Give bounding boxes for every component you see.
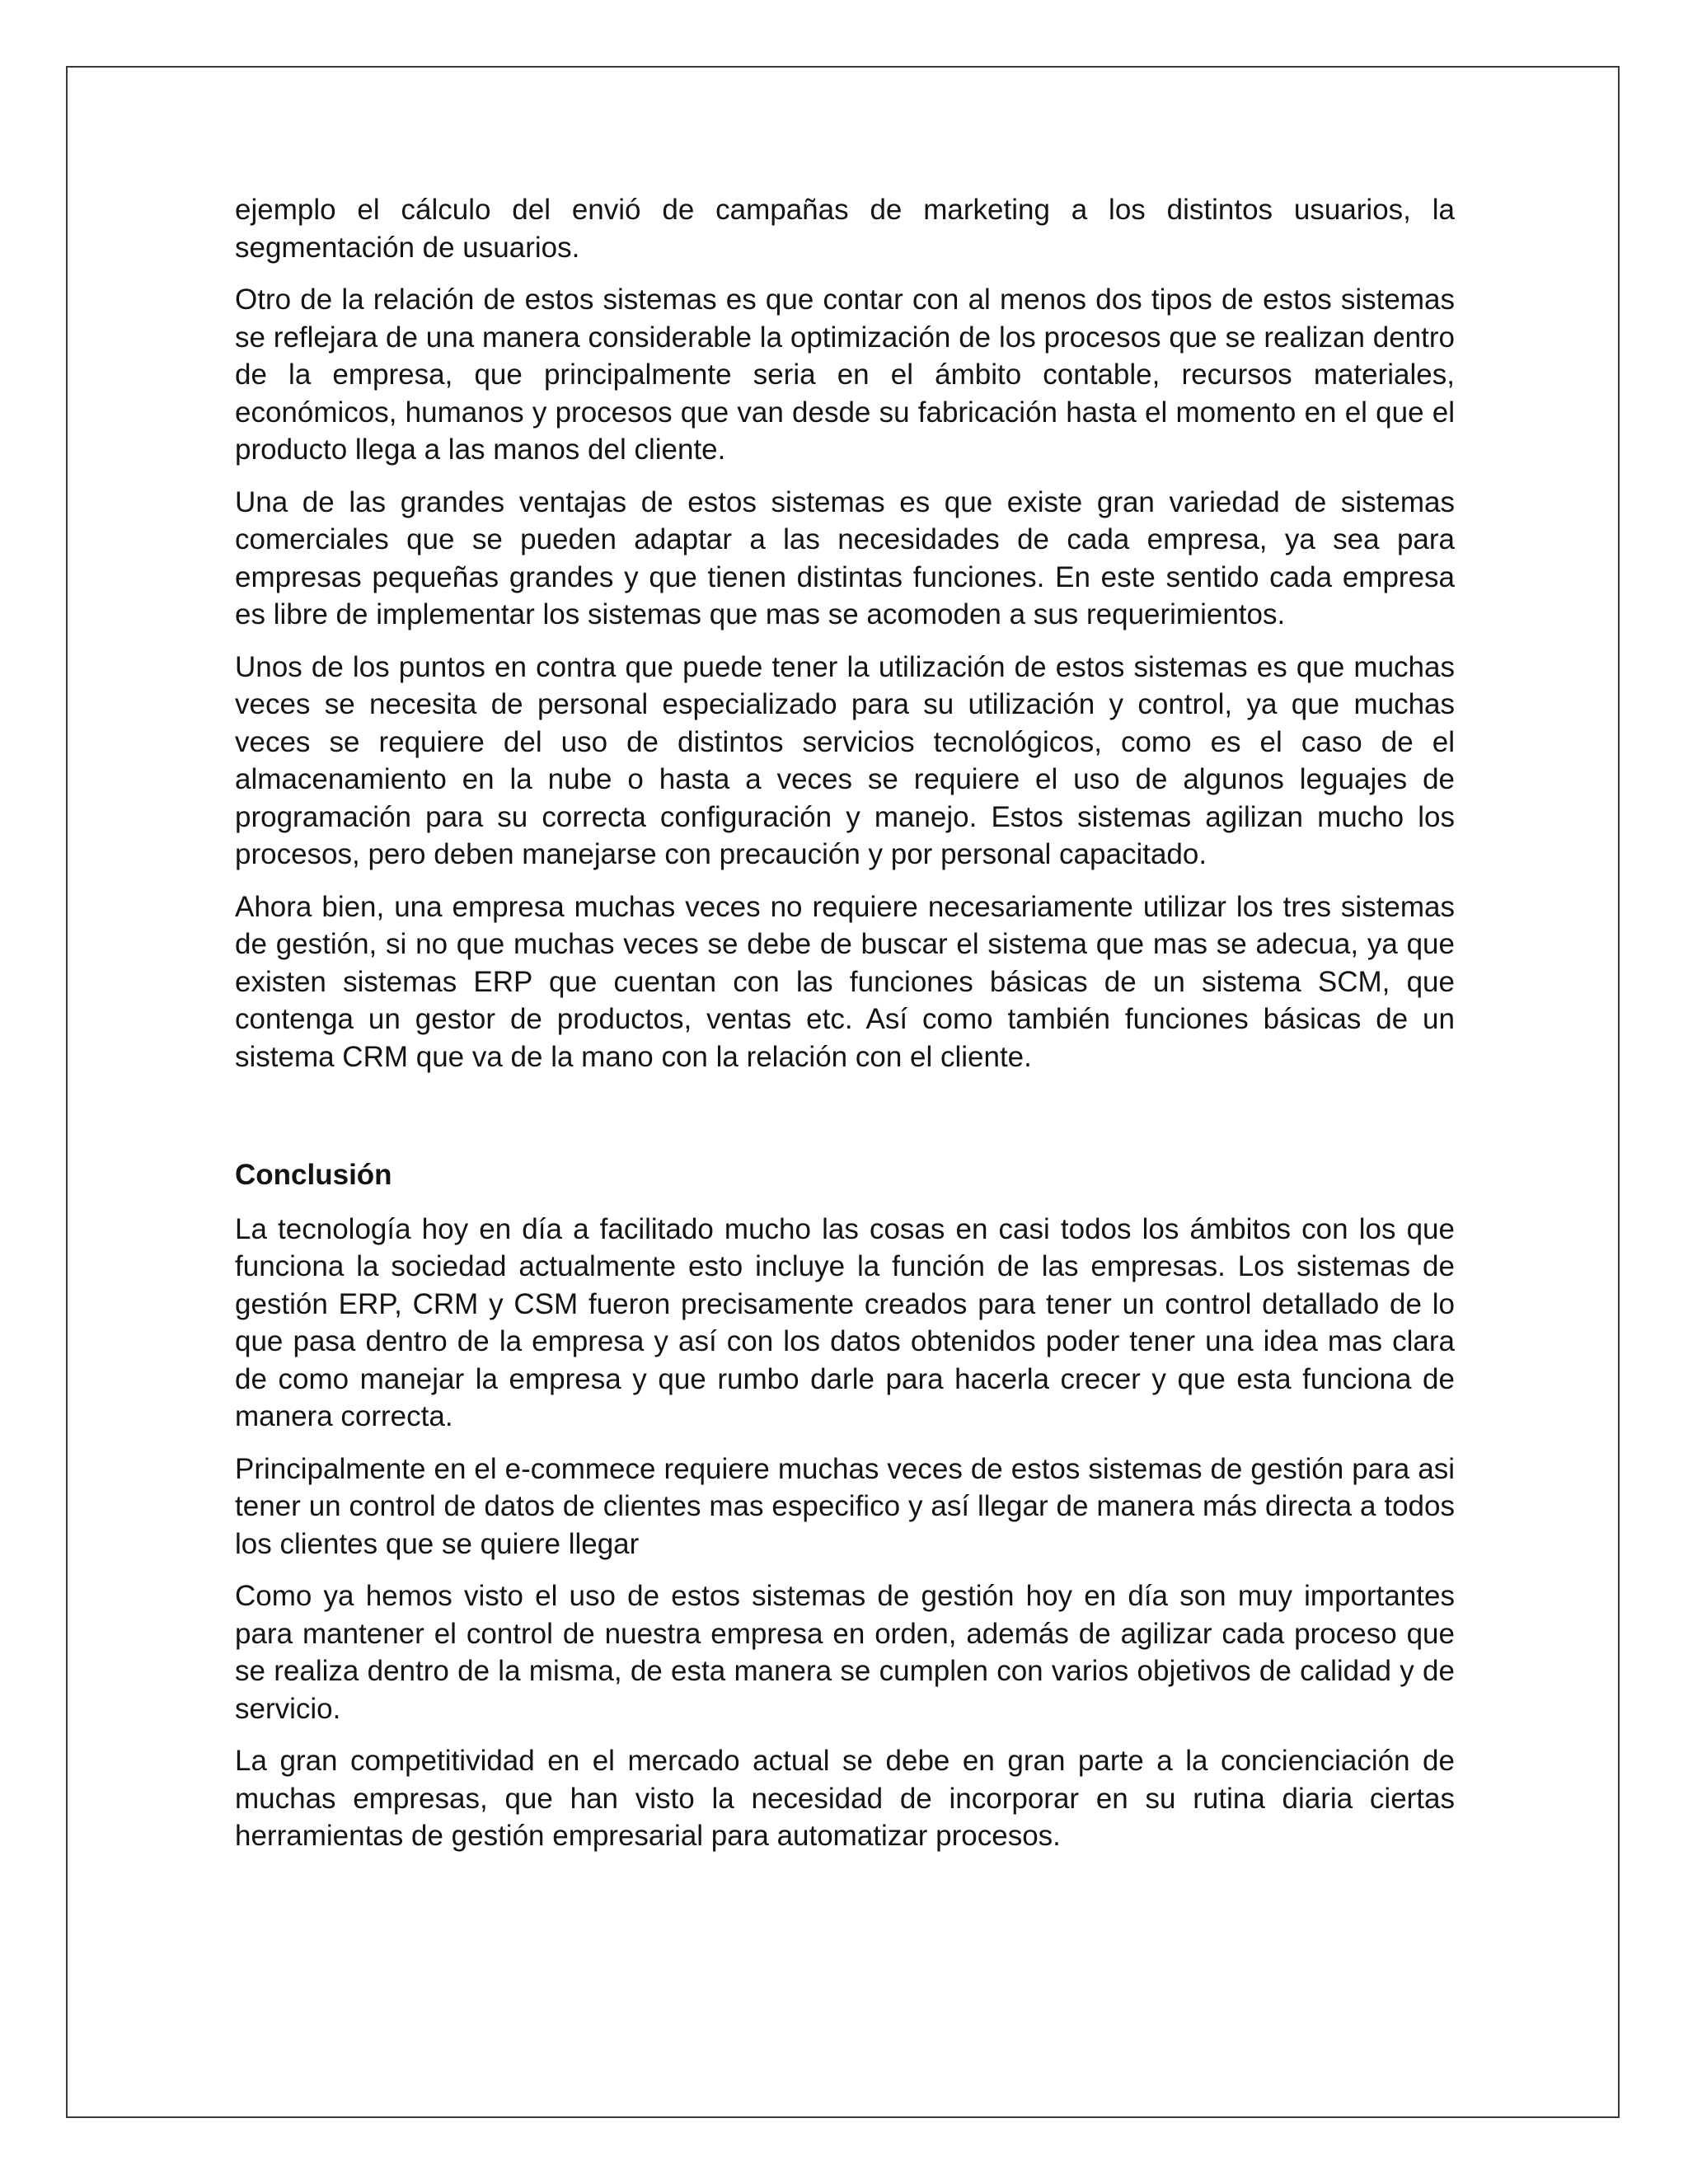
paragraph: Otro de la relación de estos sistemas es que contar con al menos dos tipos de estos sistemas se reflejara de una manera considerable la optimización de los procesos que se realizan dentro de la empresa, que principalmente seria en el ámbito contable, recursos materiales, económicos, humanos y procesos que van desde su fabricación hasta el momento en el que el producto llega a las manos del cliente. bbox=[235, 284, 1455, 466]
paragraph: Principalmente en el e-commece requiere muchas veces de estos sistemas de gestión para asi tener un control de datos de clientes mas especifico y así llegar de manera más directa a todos los clientes que se quiere llegar bbox=[235, 1452, 1455, 1560]
paragraph: Unos de los puntos en contra que puede tener la utilización de estos sistemas es que muchas veces se necesita de personal especializado para su utilización y control, ya que muchas veces se requiere del uso de distintos servicios tecnológicos, como es el caso de el almacenamiento en la nube o hasta a veces se requiere el uso de algunos leguajes de programación para su correcta configuración y manejo. Estos sistemas agilizan mucho los procesos, pero deben manejarse con precaución y por personal capacitado. bbox=[235, 650, 1455, 870]
paragraph: La tecnología hoy en día a facilitado mucho las cosas en casi todos los ámbitos con los que funciona la sociedad actualmente esto incluye la función de las empresas. Los sistemas de gestión ERP, CRM y CSM fueron precisamente creados para tener un control detallado de lo que pasa dentro de la empresa y así con los datos obtenidos poder tener una idea mas clara de como manejar la empresa y que rumbo darle para hacerla crecer y que esta funciona de manera correcta. bbox=[235, 1212, 1455, 1432]
document-body bbox=[235, 191, 1455, 1870]
section-heading: Conclusión bbox=[235, 1159, 392, 1191]
paragraph: Una de las grandes ventajas de estos sistemas es que existe gran variedad de sistemas comerciales que se pueden adaptar a las necesidades de cada empresa, ya sea para empresas pequeñas grandes y que tienen distintas funciones. En este sentido cada empresa es libre de implementar los sistemas que mas se acomoden a sus requerimientos. bbox=[235, 485, 1455, 630]
paragraph: Como ya hemos visto el uso de estos sistemas de gestión hoy en día son muy importantes para mantener el control de nuestra empresa en orden, además de agilizar cada proceso que se realiza dentro de la misma, de esta manera se cumplen con varios objetivos de calidad y de servicio. bbox=[235, 1580, 1455, 1725]
paragraph: ejemplo el cálculo del envió de campañas de marketing a los distintos usuarios, la segmentación de usuarios. bbox=[235, 194, 1455, 264]
paragraph: Ahora bien, una empresa muchas veces no requiere necesariamente utilizar los tres sistemas de gestión, si no que muchas veces se debe de buscar el sistema que mas se adecua, ya que existen sistemas ERP que cuentan con las funciones básicas de un sistema SCM, que contenga un gestor de productos, ventas etc. Así como también funciones básicas de un sistema CRM que va de la mano con la relación con el cliente. bbox=[235, 890, 1455, 1073]
paragraph: La gran competitividad en el mercado actual se debe en gran parte a la concienciación de muchas empresas, que han visto la necesidad de incorporar en su rutina diaria ciertas herramientas de gestión empresarial para automatizar procesos. bbox=[235, 1745, 1455, 1852]
